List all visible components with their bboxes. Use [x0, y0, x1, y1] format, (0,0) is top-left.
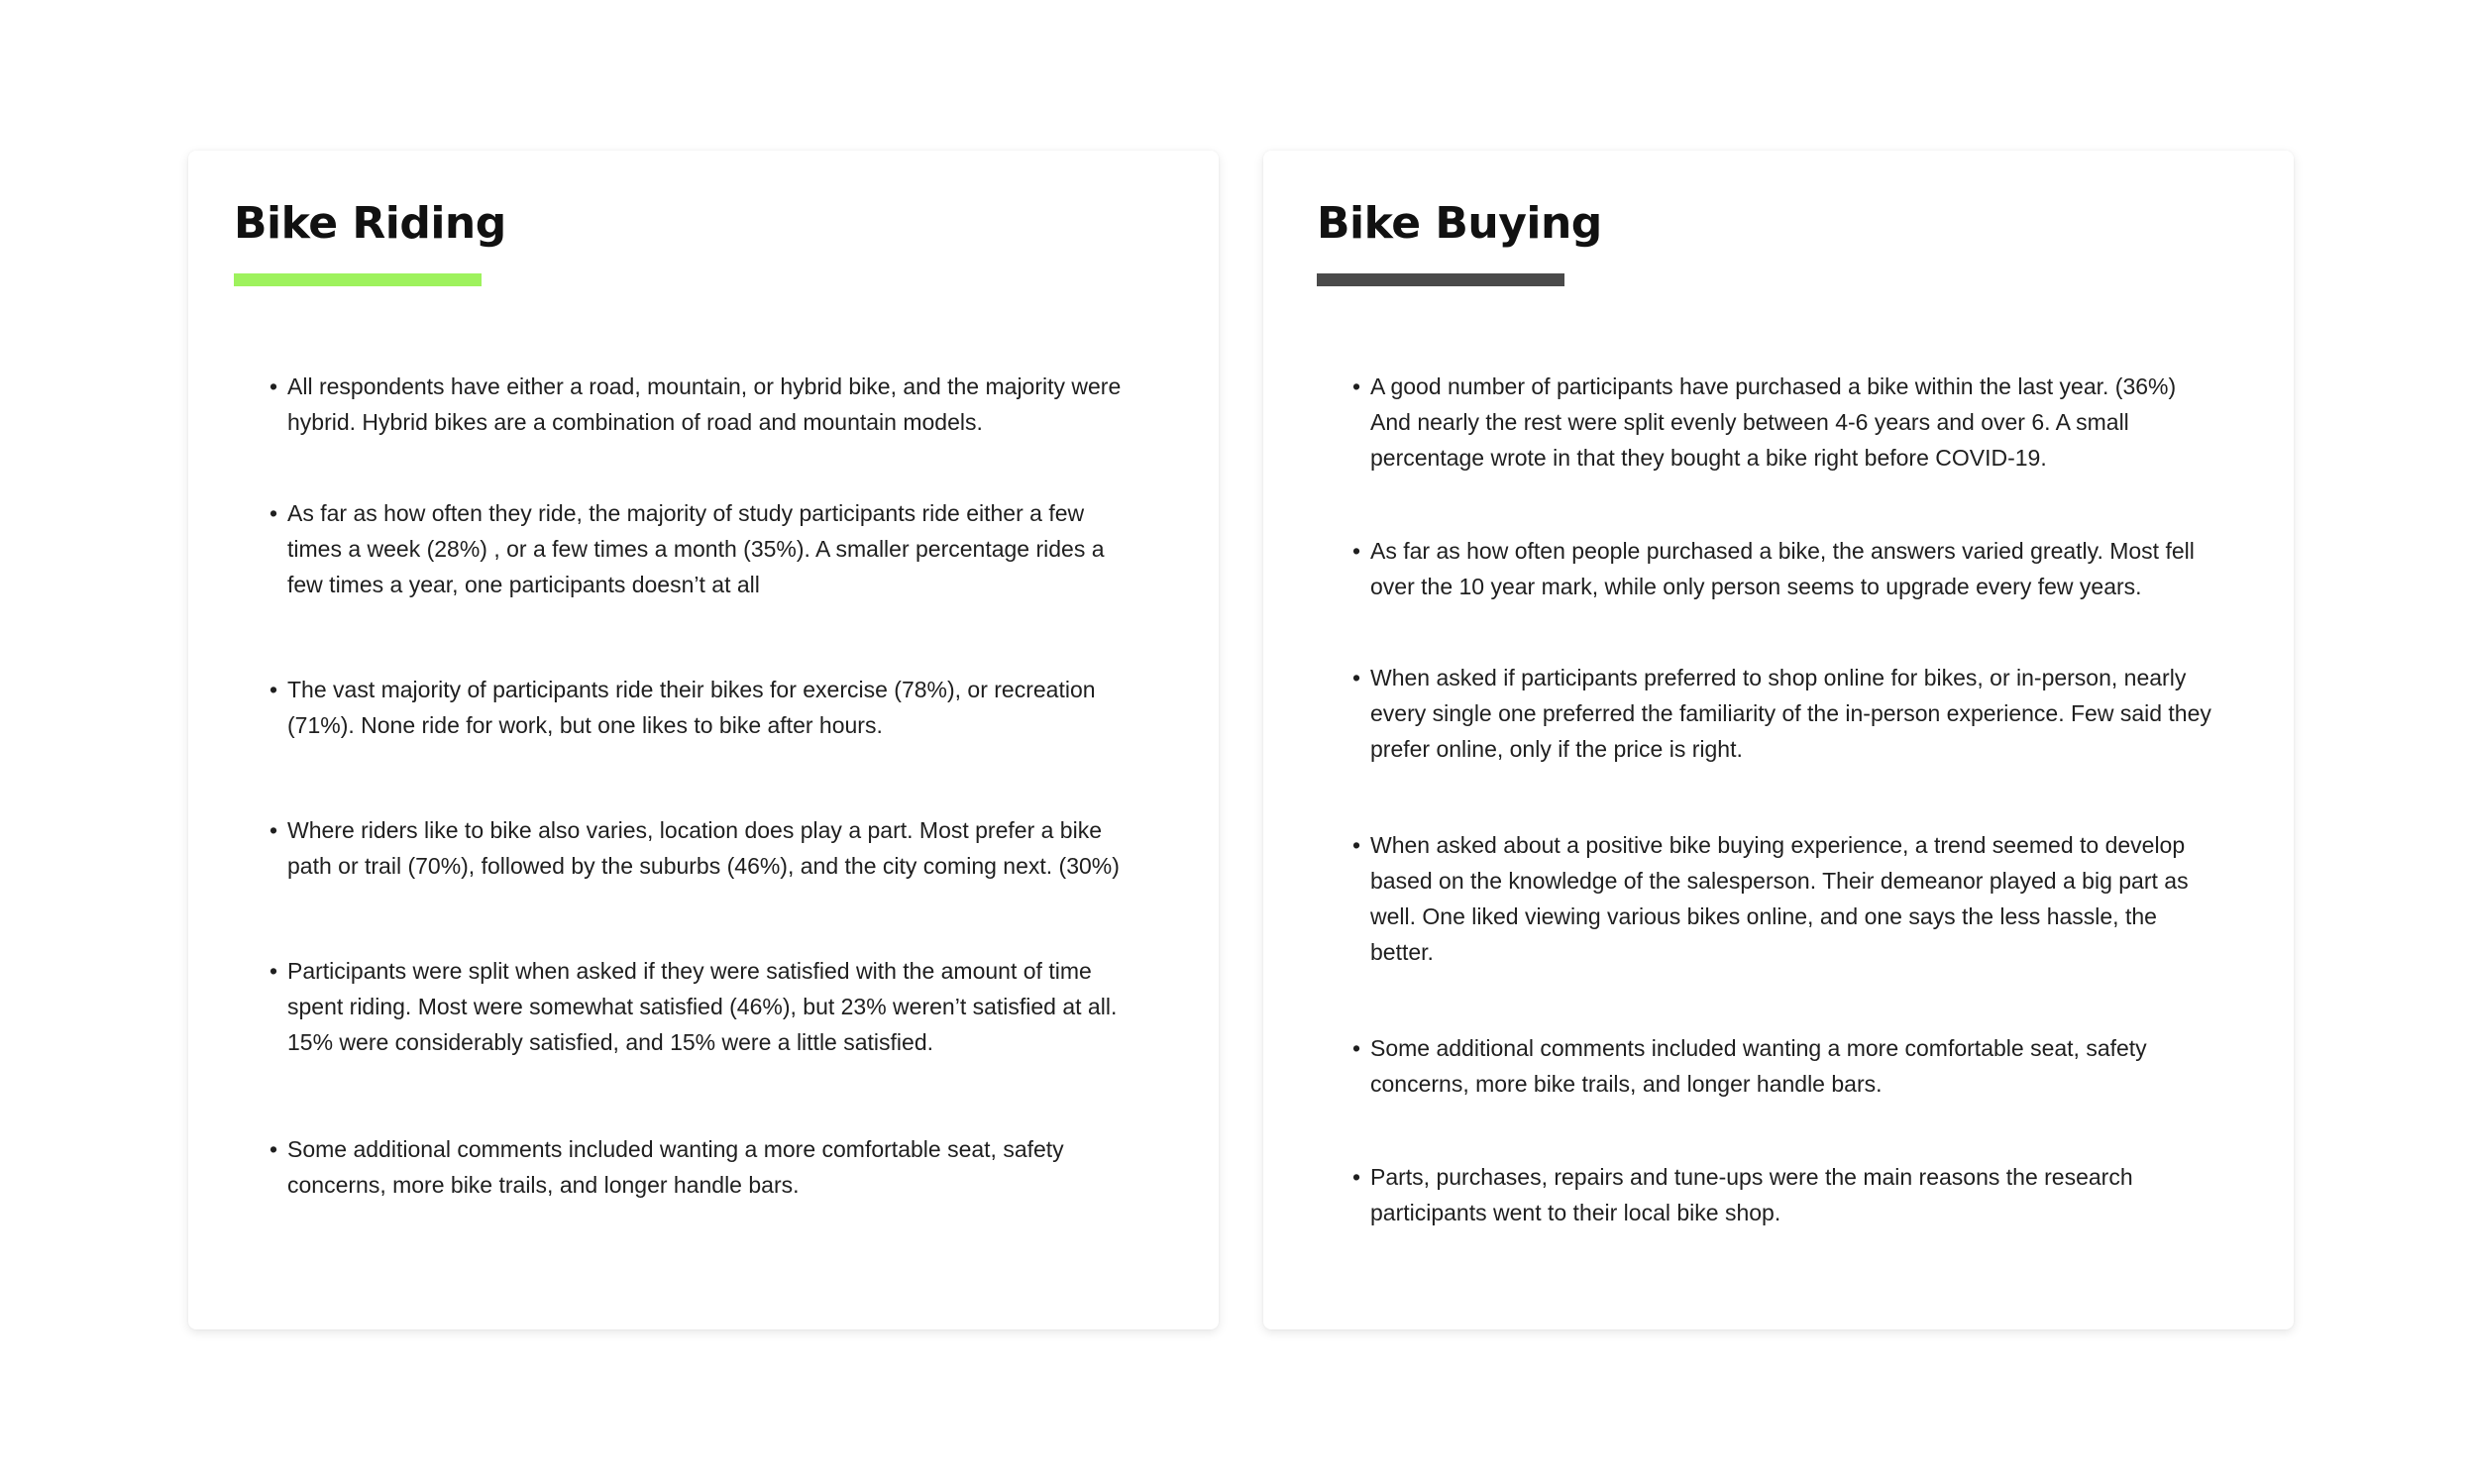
bike-buying-accent-bar [1317, 273, 1564, 286]
list-item: • When asked if participants preferred to shop online for bikes, or in-person, nearly every single one preferred the familiarity of the in-person experience. Few said they prefer online, only if the price is right. [1352, 660, 2214, 767]
list-item: • The vast majority of participants ride their bikes for exercise (78%), or recreation (71%). None ride for work, but one likes to bike after hours. [269, 672, 1122, 743]
bike-riding-card [188, 151, 1219, 1329]
list-item: • As far as how often they ride, the majority of study participants ride either a few times a week (28%) , or a few times a month (35%). A smaller percentage rides a few times a year, one participants doesn’t at all [269, 495, 1122, 602]
bike-riding-accent-bar [234, 273, 482, 286]
list-item: • As far as how often people purchased a bike, the answers varied greatly. Most fell over the 10 year mark, while only person seems to upgrade every few years. [1352, 533, 2214, 604]
list-item: • Participants were split when asked if they were satisfied with the amount of time spent riding. Most were somewhat satisfied (46%), but 23% weren’t satisfied at all. 15% were considerably satisfied, and 15% were a little satisfied. [269, 953, 1122, 1060]
list-item: • Parts, purchases, repairs and tune-ups were the main reasons the research participants went to their local bike shop. [1352, 1159, 2214, 1230]
list-item: • A good number of participants have purchased a bike within the last year. (36%) And nearly the rest were split evenly between 4-6 years and over 6. A small percentage wrote in that they bought a bike right before COVID-19. [1352, 369, 2214, 476]
list-item: • Some additional comments included wanting a more comfortable seat, safety concerns, more bike trails, and longer handle bars. [1352, 1030, 2214, 1102]
bike-buying-title: Bike Buying [1317, 198, 1602, 249]
list-item: • When asked about a positive bike buying experience, a trend seemed to develop based on the knowledge of the salesperson. Their demeanor played a big part as well. One liked viewing various bikes online, and one says the less hassle, the better. [1352, 827, 2214, 970]
list-item: • All respondents have either a road, mountain, or hybrid bike, and the majority were hybrid. Hybrid bikes are a combination of road and mountain models. [269, 369, 1122, 440]
bike-riding-title: Bike Riding [234, 198, 506, 249]
bike-riding-list [269, 369, 1122, 1203]
list-item: • Where riders like to bike also varies, location does play a part. Most prefer a bike path or trail (70%), followed by the suburbs (46%), and the city coming next. (30%) [269, 812, 1122, 884]
bike-buying-list [1352, 369, 2214, 1230]
bike-buying-card [1263, 151, 2294, 1329]
list-item: • Some additional comments included wanting a more comfortable seat, safety concerns, more bike trails, and longer handle bars. [269, 1131, 1122, 1203]
